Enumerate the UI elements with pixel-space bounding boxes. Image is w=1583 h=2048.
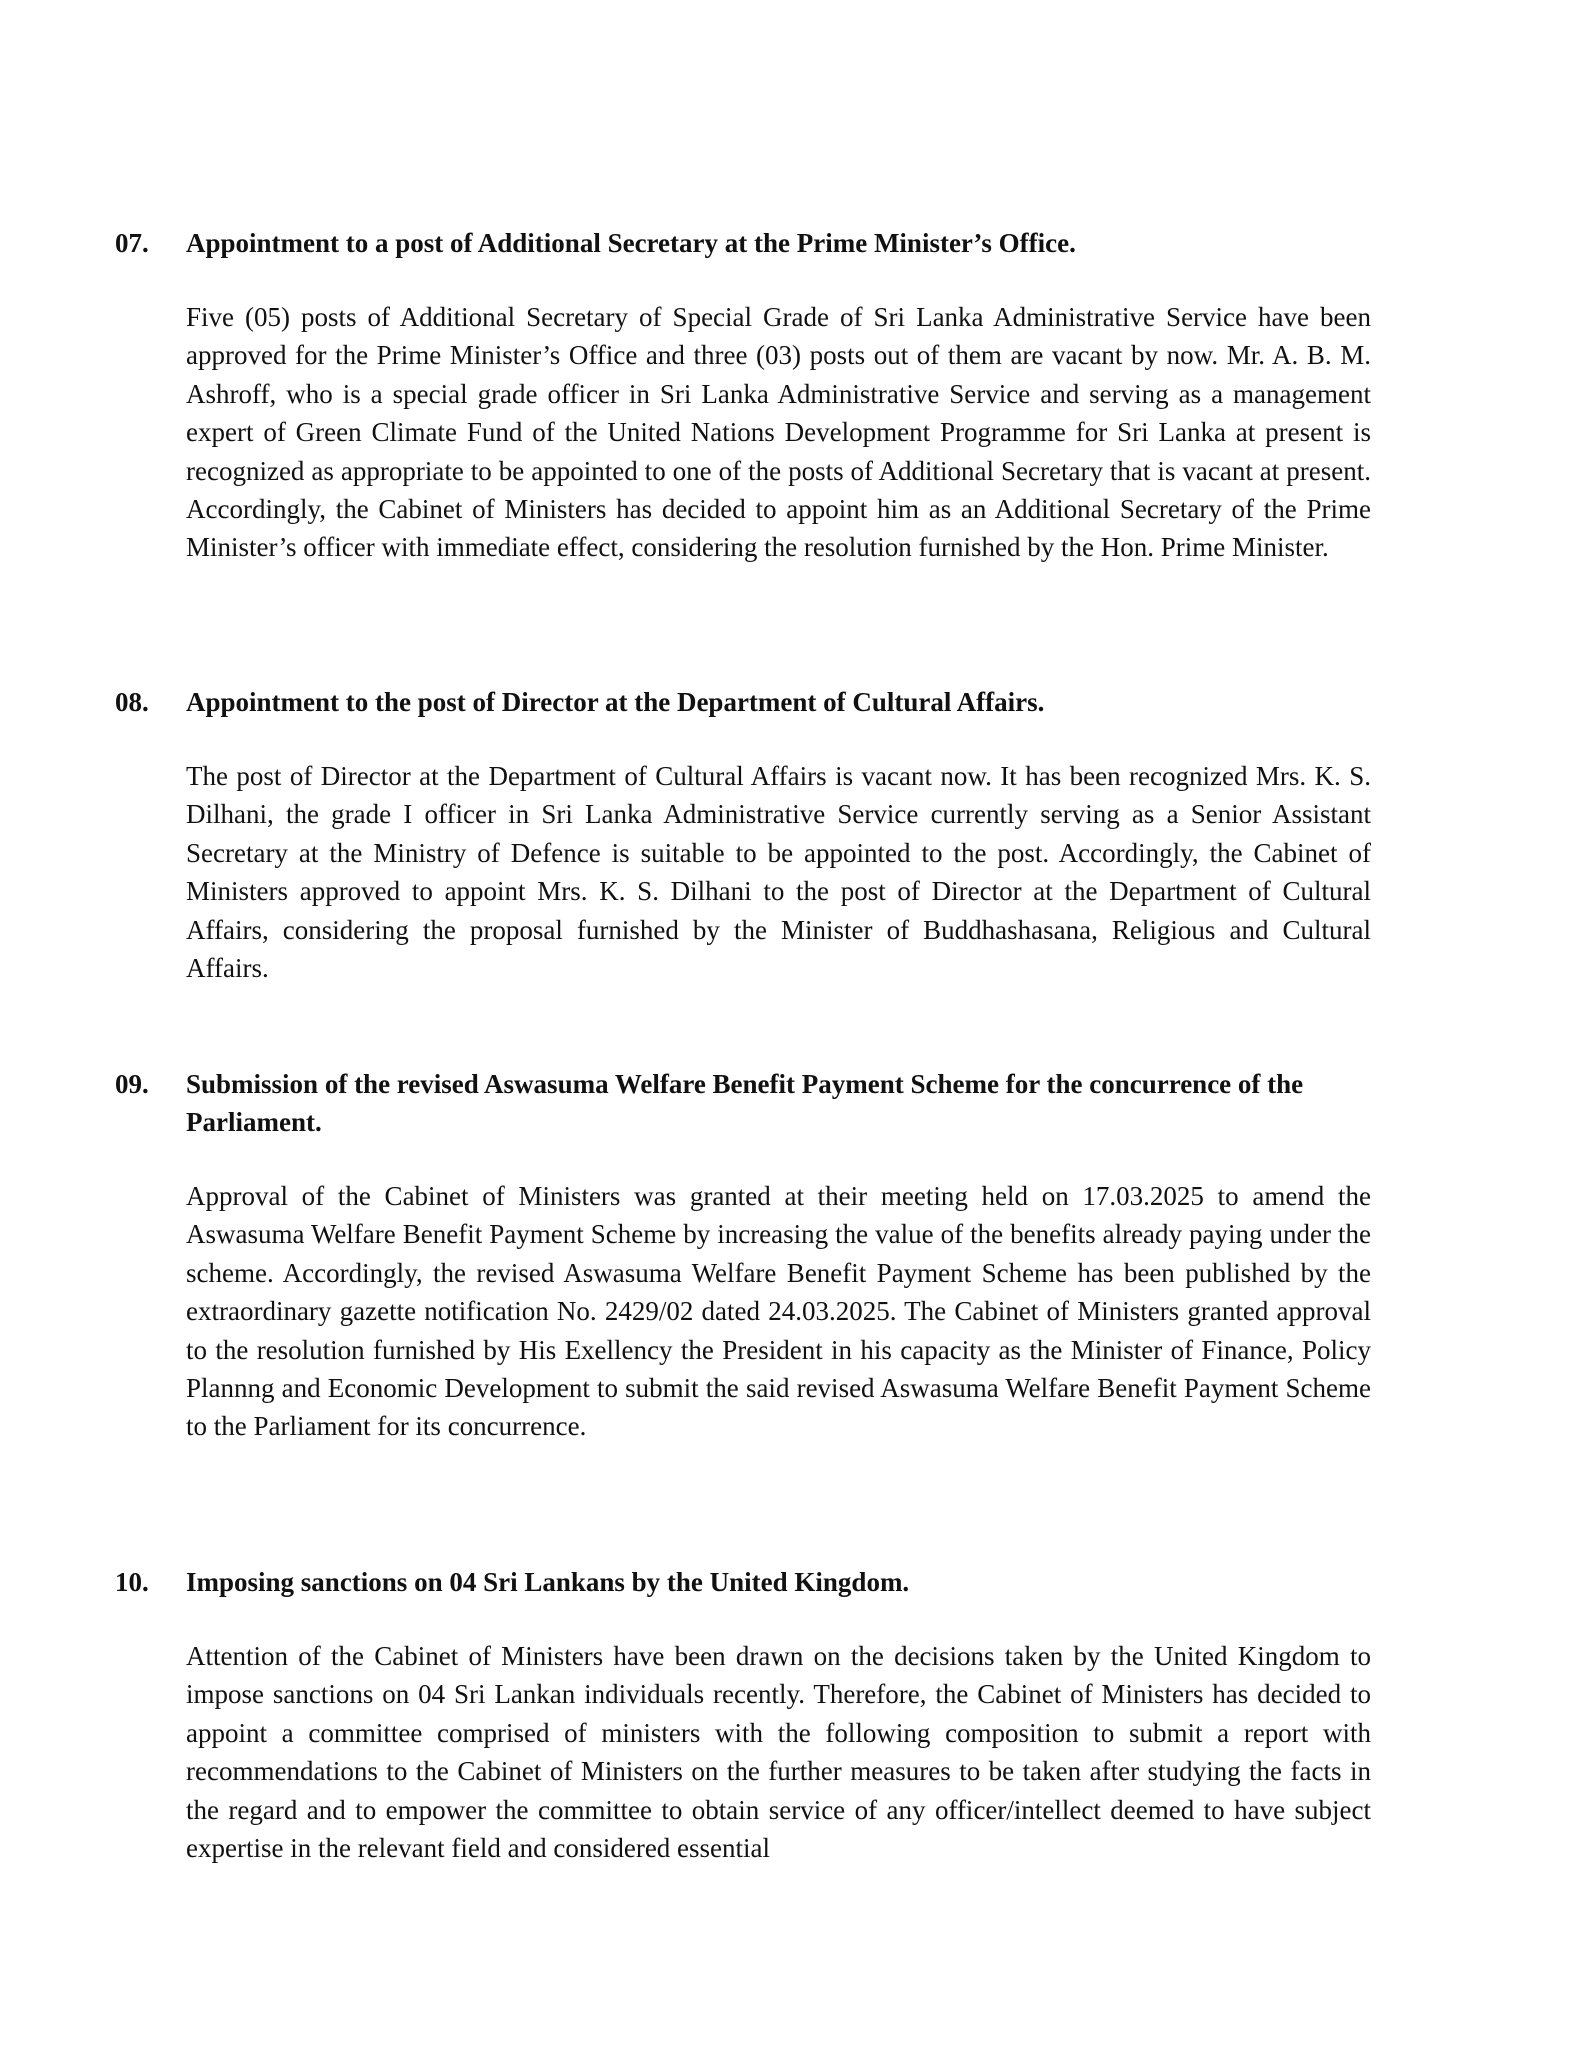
section-number: 10. <box>115 1567 149 1597</box>
section-heading <box>115 683 1375 721</box>
section-10 <box>115 1563 1375 1867</box>
section-body: Approval of the Cabinet of Ministers was granted at their meeting held on 17.03.2025 to amend the Aswasuma Welfare Benefit Payment Scheme by increasing the value of the benefits already paying under the scheme. Accordingly, the revised Aswasuma Welfare Benefit Payment Scheme has been published by the extraordinary gazette notification No. 2429/02 dated 24.03.2025. The Cabinet of Ministers granted approval to the resolution furnished by His Exellency the President in his capacity as the Minister of Finance, Policy Plannng and Economic Development to submit the said revised Aswasuma Welfare Benefit Payment Scheme to the Parliament for its concurrence. <box>186 1181 1371 1442</box>
section-07 <box>115 224 1375 567</box>
section-number: 08. <box>115 687 149 717</box>
section-title: Appointment to the post of Director at the Department of Cultural Affairs. <box>186 687 1045 717</box>
section-heading <box>115 1065 1375 1141</box>
section-number: 09. <box>115 1069 149 1099</box>
section-title: Imposing sanctions on 04 Sri Lankans by the United Kingdom. <box>186 1567 910 1597</box>
section-heading <box>115 224 1375 262</box>
section-body: Attention of the Cabinet of Ministers have been drawn on the decisions taken by the United Kingdom to impose sanctions on 04 Sri Lankan individuals recently. Therefore, the Cabinet of Ministers has decided to appoint a committee comprised of ministers with the following composition to submit a report with recommendations to the Cabinet of Ministers on the further measures to be taken after studying the facts in the regard and to empower the committee to obtain service of any officer/intellect deemed to have subject expertise in the relevant field and considered essential <box>186 1641 1371 1864</box>
section-body: The post of Director at the Department of Cultural Affairs is vacant now. It has been recognized Mrs. K. S. Dilhani, the grade I officer in Sri Lanka Administrative Service currently serving as a Senior Assistant Secretary at the Ministry of Defence is suitable to be appointed to the post. Accordingly, the Cabinet of Ministers approved to appoint Mrs. K. S. Dilhani to the post of Director at the Department of Cultural Affairs, considering the proposal furnished by the Minister of Buddhashasana, Religious and Cultural Affairs. <box>186 761 1371 984</box>
section-heading <box>115 1563 1375 1601</box>
section-body: Five (05) posts of Additional Secretary of Special Grade of Sri Lanka Administrative Service have been approved for the Prime Minister’s Office and three (03) posts out of them are vacant by now. Mr. A. B. M. Ashroff, who is a special grade officer in Sri Lanka Administrative Service and serving as a management expert of Green Climate Fund of the United Nations Development Programme for Sri Lanka at present is recognized as appropriate to be appointed to one of the posts of Additional Secretary that is vacant at present. Accordingly, the Cabinet of Ministers has decided to appoint him as an Additional Secretary of the Prime Minister’s officer with immediate effect, considering the resolution furnished by the Hon. Prime Minister. <box>186 302 1371 563</box>
section-title: Appointment to a post of Additional Secretary at the Prime Minister’s Office. <box>186 228 1076 258</box>
section-title: Submission of the revised Aswasuma Welfare Benefit Payment Scheme for the concurrence of the Parliament. <box>186 1069 1304 1137</box>
section-number: 07. <box>115 228 149 258</box>
section-08 <box>115 683 1375 987</box>
section-09 <box>115 1065 1375 1446</box>
